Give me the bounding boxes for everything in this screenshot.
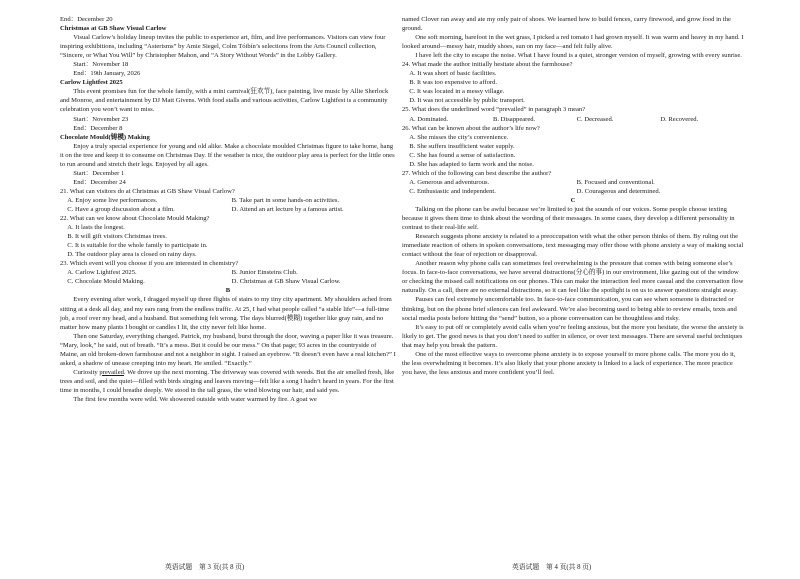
event-start-date: Start：November 23 xyxy=(73,115,129,123)
event-description: This event promises fun for the whole family, with a mini carnival(狂欢节), face painting, live music by Allie Sherlock and Monroe, and entertainment by DJ Matt Givens. With food stalls and various activities, Carlow Lightfest is a community celebration you won’t want to miss. xyxy=(60,88,389,114)
passage-paragraph: named Clover ran away and ate my only pair of shoes. We learned how to build fences, carry firewood, and grow food in the ground. xyxy=(402,16,731,33)
passage-paragraph: I have left the city to escape the noise. What I have found is a quiet, stronger version of myself, growing with every sunrise. xyxy=(415,52,742,60)
section-heading-c: C xyxy=(570,196,576,204)
question-27: 27. Which of the following can best describe the author? xyxy=(402,169,552,177)
question-21: 21. What can visitors do at Christmas at GB Shaw Visual Carlow? xyxy=(60,187,235,195)
option-c: C. She has found a sense of satisfaction. xyxy=(409,151,516,159)
page-footer-left: 英语试题 第 3 页(共 8 页) xyxy=(165,564,245,571)
question-22: 22. What can we know about Chocolate Mould Making? xyxy=(60,215,210,223)
option-b: B. She suffers insufficient water supply. xyxy=(409,142,515,150)
event-end-date: End：December 8 xyxy=(73,124,123,132)
question-24: 24. What made the author initially hesitate about the farmhouse? xyxy=(402,61,573,69)
paragraph-text: Curiosity xyxy=(73,368,100,376)
question-26: 26. What can be known about the author’s life now? xyxy=(402,124,540,132)
options-row xyxy=(60,268,396,277)
option-d: D. Christmas at GB Shaw Visual Carlow. xyxy=(231,278,341,286)
option-d: D. It was not accessible by public transport. xyxy=(409,97,525,105)
option-d: D. She has adapted to farm work and the noise. xyxy=(409,160,534,168)
option-a: A. Dominated. xyxy=(409,115,449,123)
passage-paragraph: Talking on the phone can be awful because we’re limited to just the sounds of our voices. Some people choose texting because it gives them time to think about the wording of their messages. In some cases, they develop a different personality in contrast to their real-life self. xyxy=(402,205,735,232)
option-a: A. Generous and adventurous. xyxy=(409,178,490,186)
event-start-date: Start：December 1 xyxy=(73,169,125,177)
option-c: C. Chocolate Mould Making. xyxy=(67,278,145,286)
passage-paragraph: Research suggests phone anxiety is related to a preoccupation with what the other person thinks of them. By ruling out the immediate reaction of others in spoken conversations, text messaging may offer those with phone anxiety a way of making social contact without the fear of rejection or disapproval. xyxy=(402,233,744,259)
question-23: 23. Which event will you choose if you are interested in chemistry? xyxy=(60,260,239,268)
passage-paragraph: It’s easy to put off or completely avoid calls when you’re feeling anxious, but the more you hesitate, the worse the anxiety is likely to get. The good news is that you don’t need to suffer in silence, or over text messages. There are several useful techniques that may help you break the pattern. xyxy=(402,323,744,349)
underlined-word: prevailed xyxy=(99,368,124,376)
option-b: B. Take part in some hands-on activities. xyxy=(231,196,340,204)
event-end-date: End：19th January, 2026 xyxy=(73,70,141,78)
option-c: C. Decreased. xyxy=(576,115,614,123)
options-row xyxy=(60,277,396,286)
option-b: B. Junior Einsteins Club. xyxy=(231,269,298,277)
page-footer-right: 英语试题 第 4 页(共 8 页) xyxy=(512,564,592,571)
option-b: B. Focused and conventional. xyxy=(576,178,655,186)
option-a: A. She misses the city’s convenience. xyxy=(409,133,509,141)
option-b: B. It will gift visitors Christmas trees. xyxy=(67,233,167,241)
event-description: Visual Carlow’s holiday lineup invites the public to experience art, film, and live performances. Visitors can view four inspiring exhibitions, including “Asterisms” by Amie Siegel, Colm Tóibín’s selections from the Arts Council collection, “Sincere, or What You Will” by Christopher Mahon, and “A Story Without Words” in the Lobby Gallery. xyxy=(60,34,386,60)
option-c: C. It is suitable for the whole family to participate in. xyxy=(67,242,208,250)
event-end-date: End：December 20 xyxy=(60,16,113,23)
option-a: A. It lasts the longest. xyxy=(67,224,125,232)
event-description: Enjoy a truly special experience for young and old alike. Make a chocolate moulded Christmas figure to take home, hang it on the tree and keep it to consume on Christmas Day. If the weather is nice, the outdoor play area is perfect for the little ones to run around and stretch their legs. Enjoyed by all ages. xyxy=(60,142,395,168)
option-d: D. Courageous and determined. xyxy=(576,187,661,195)
passage-paragraph: Another reason why phone calls can sometimes feel overwhelming is the pressure that comes with being someone else’s focus. In face-to-face conversations, we have several distractions(分心的事) in our environment, like gazing out of the window or checking the missed call notifications on our phones. This can make the interaction feel more casual and the conversation flow naturally. On a call, there are no external distractions, so it can feel like the spotlight is on us to answer questions straight away. xyxy=(402,260,744,295)
option-c: C. It was located in a messy village. xyxy=(409,88,505,96)
option-b: B. It was too expensive to afford. xyxy=(409,79,498,87)
option-c: C. Have a group discussion about a film. xyxy=(67,205,175,213)
option-d: D. The outdoor play area is closed on rainy days. xyxy=(67,251,197,259)
question-25: 25. What does the underlined word “prevailed” in paragraph 3 mean? xyxy=(402,106,586,114)
passage-paragraph: Pauses can feel extremely uncomfortable too. In face-to-face communication, you can see when someone is distracted or thinking, but on the phone brief silences can feel awkward. We’re also becoming used to being able to review emails, texts and social media posts before hitting the “send” button, so a phone conversation can be thoughtless and risky. xyxy=(402,296,737,322)
options-row xyxy=(60,196,396,205)
left-column xyxy=(60,15,396,404)
passage-paragraph xyxy=(60,368,396,395)
event-end-date: End：December 24 xyxy=(73,178,126,186)
passage-paragraph: The first few months were wild. We showered outside with water warmed by fire. A goat we xyxy=(73,395,317,403)
event-title: Carlow Lightfest 2025 xyxy=(60,79,123,87)
paragraph-text: . We drove up the next morning. The driveway was covered with weeds. But the air smelled fresh, like trees and soil, and the quiet—filled with birds singing and leaves moving—felt like a song I hadn’t heard in years. For the first time in months, I could breathe deeply. We stood in the tall grass, the wind blowing our hair, and said yes. xyxy=(60,368,395,394)
event-title: Christmas at GB Shaw Visual Carlow xyxy=(60,25,167,33)
options-row xyxy=(402,187,744,196)
options-row xyxy=(402,115,744,124)
option-a: A. Enjoy some live performances. xyxy=(67,196,158,204)
options-row xyxy=(402,178,744,187)
option-c: C. Enthusiastic and independent. xyxy=(409,187,496,195)
option-a: A. Carlow Lightfest 2025. xyxy=(67,269,137,277)
passage-paragraph: Every evening after work, I dragged myself up three flights of stairs to my tiny city apartment. My shoulders ached from sitting at a desk all day, and my ears rang from the endless traffic. At 25, I had what people called “a stable life”—a full-time job, a roof over my head, and a husband. But something felt wrong. The days blurred(模糊) together like gray rain, and no matter how many plants I bought or candles I lit, the city never felt like home. xyxy=(60,296,392,331)
section-heading-b: B xyxy=(225,287,231,295)
event-title: Chocolate Mould(铸模) Making xyxy=(60,133,150,141)
option-b: B. Disappeared. xyxy=(492,115,536,123)
passage-paragraph: One of the most effective ways to overcome phone anxiety is to expose yourself to more phone calls. The more you do it, the less overwhelming it becomes. It’s also likely that your phone anxiety is linked to a lack of experience. The more practice you have, the less anxious and more confident you’ll feel. xyxy=(402,350,736,376)
option-d: D. Recovered. xyxy=(660,115,699,123)
option-a: A. It was short of basic facilities. xyxy=(409,70,497,78)
event-start-date: Start：November 18 xyxy=(73,61,129,69)
right-column xyxy=(402,15,744,377)
passage-paragraph: One soft morning, barefoot in the wet grass, I picked a red tomato I had grown myself. It was warm and heavy in my hand. I looked around—messy hair, muddy shoes, sun on my face—and felt fully alive. xyxy=(402,34,744,51)
options-row xyxy=(60,205,396,214)
passage-paragraph: Then one Saturday, everything changed. Patrick, my husband, burst through the door, waving a paper like it was treasure. “Mary, look,” he said, out of breath. “It’s a mess. But it could be our mess.” On that page; 93 acres in the countryside of Maine, an old broken-down farmhouse and not a neighbor in sight. I raised an eyebrow. “It doesn’t even have a real kitchen?” I asked, a shadow of unease creeping into my heart. He smiled. “Exactly.” xyxy=(60,332,396,367)
option-d: D. Attend an art lecture by a famous artist. xyxy=(231,205,344,213)
